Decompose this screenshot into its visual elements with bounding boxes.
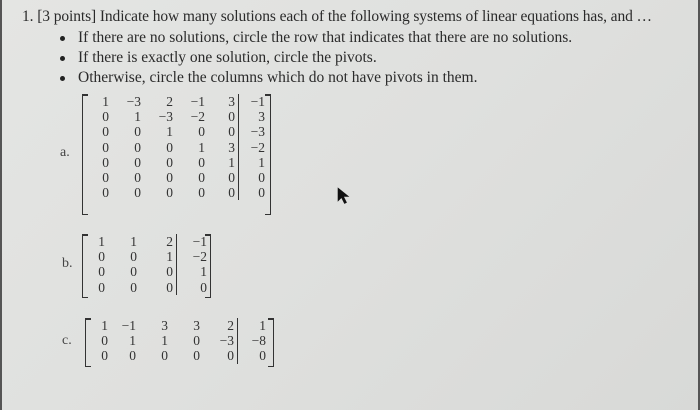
augmented-matrix-c	[90, 318, 269, 364]
matrix-entry: 0	[228, 185, 235, 201]
matrix-entry: 1	[228, 154, 235, 170]
rhs-entry: 0	[239, 185, 269, 200]
matrix-entry: 0	[101, 333, 108, 349]
augmented-matrix-b	[87, 234, 210, 295]
matrix-entry: 0	[198, 154, 205, 170]
matrix-entry: 0	[134, 170, 141, 186]
instruction-list	[58, 28, 572, 88]
rhs-entry: 1	[238, 318, 270, 333]
matrix-entry: 0	[102, 170, 109, 186]
question-number: 1.	[22, 8, 34, 25]
matrix-row	[87, 185, 268, 200]
matrix-entry: 0	[193, 333, 200, 349]
matrix-entry: 3	[193, 318, 200, 333]
augmented-matrix-a	[87, 94, 268, 200]
matrix-entry: 0	[166, 154, 173, 170]
instruction-item: Otherwise, circle the columns which do not have pivots in them.	[58, 68, 572, 88]
matrix-row	[87, 170, 268, 185]
matrix-entry: −1	[121, 318, 136, 333]
matrix-entry: 3	[228, 139, 235, 155]
matrix-entry: 0	[166, 264, 173, 280]
matrix-entry: −3	[219, 333, 234, 349]
problem-a-label: a.	[60, 145, 70, 160]
matrix-entry: 2	[166, 234, 173, 249]
matrix-entry: 0	[161, 348, 168, 364]
matrix-entry: 0	[130, 249, 137, 265]
matrix-entry: 0	[228, 170, 235, 186]
rhs-entry: −1	[239, 94, 269, 109]
matrix-entry: 0	[130, 264, 137, 280]
rhs-entry: 3	[239, 109, 269, 124]
matrix-entry: 0	[228, 124, 235, 140]
matrix-entry: 0	[102, 185, 109, 201]
matrix-entry: 2	[227, 318, 234, 333]
matrix-entry: 0	[193, 348, 200, 364]
matrix-entry: 0	[102, 154, 109, 170]
matrix-entry: 0	[130, 279, 137, 295]
matrix-entry: −3	[158, 109, 173, 125]
matrix-entry: 0	[102, 124, 109, 140]
matrix-entry: 0	[198, 170, 205, 186]
matrix-entry: 0	[102, 139, 109, 155]
matrix-entry: 0	[166, 279, 173, 295]
problem-c-label: c.	[62, 333, 72, 348]
matrix-b	[82, 234, 211, 298]
matrix-entry: 3	[161, 318, 168, 333]
rhs-entry: 0	[177, 280, 211, 295]
matrix-entry: 1	[166, 249, 173, 265]
matrix-entry: 1	[166, 124, 173, 140]
matrix-entry: 1	[102, 94, 109, 109]
matrix-row	[87, 109, 268, 124]
matrix-entry: 0	[166, 139, 173, 155]
matrix-entry: 0	[134, 185, 141, 201]
matrix-entry: 0	[129, 348, 136, 364]
matrix-entry: 1	[101, 318, 108, 333]
matrix-row	[87, 234, 210, 249]
matrix-entry: 1	[161, 333, 168, 349]
question-text: [3 points] Indicate how many solutions each of the following systems of linear equations has, and …	[37, 8, 652, 25]
matrix-row	[87, 249, 210, 264]
rhs-entry: −1	[177, 234, 211, 249]
matrix-entry: −2	[190, 109, 205, 125]
matrix-entry: 0	[166, 185, 173, 201]
matrix-entry: 0	[134, 124, 141, 140]
rhs-entry: 0	[238, 348, 270, 363]
rhs-entry: −8	[238, 333, 270, 348]
problem-b-label: b.	[62, 256, 73, 271]
matrix-c	[85, 318, 274, 367]
matrix-entry: 0	[198, 185, 205, 201]
instruction-item: If there is exactly one solution, circle the pivots.	[58, 48, 572, 68]
matrix-entry: 3	[228, 94, 235, 109]
rhs-entry: −2	[177, 249, 211, 264]
matrix-entry: 1	[134, 109, 141, 125]
matrix-a	[82, 94, 271, 215]
matrix-row	[87, 280, 210, 295]
mouse-pointer-icon	[337, 187, 351, 205]
matrix-entry: 0	[228, 109, 235, 125]
rhs-entry: 1	[239, 155, 269, 170]
rhs-entry: 1	[177, 264, 211, 279]
matrix-entry: −3	[126, 94, 141, 109]
matrix-row	[87, 124, 268, 139]
matrix-row	[87, 140, 268, 155]
matrix-entry: 1	[198, 139, 205, 155]
rhs-entry: 0	[239, 170, 269, 185]
matrix-entry: 0	[227, 348, 234, 364]
rhs-entry: −3	[239, 124, 269, 139]
matrix-entry: 0	[102, 109, 109, 125]
matrix-entry: 1	[129, 333, 136, 349]
matrix-entry: 0	[98, 249, 105, 265]
matrix-row	[90, 333, 269, 348]
matrix-row	[87, 155, 268, 170]
matrix-entry: 1	[98, 234, 105, 249]
matrix-row	[87, 94, 268, 109]
matrix-entry: −1	[190, 94, 205, 109]
matrix-row	[87, 264, 210, 279]
matrix-entry: 0	[134, 139, 141, 155]
matrix-row	[90, 318, 269, 333]
rhs-entry: −2	[239, 140, 269, 155]
matrix-entry: 0	[134, 154, 141, 170]
matrix-entry: 0	[98, 279, 105, 295]
instruction-item: If there are no solutions, circle the row that indicates that there are no solutions.	[58, 28, 572, 48]
matrix-entry: 0	[166, 170, 173, 186]
matrix-entry: 1	[130, 234, 137, 249]
matrix-entry: 2	[166, 94, 173, 109]
matrix-row	[90, 348, 269, 363]
matrix-entry: 0	[198, 124, 205, 140]
question-header	[22, 8, 652, 26]
matrix-entry: 0	[98, 264, 105, 280]
matrix-entry: 0	[101, 348, 108, 364]
